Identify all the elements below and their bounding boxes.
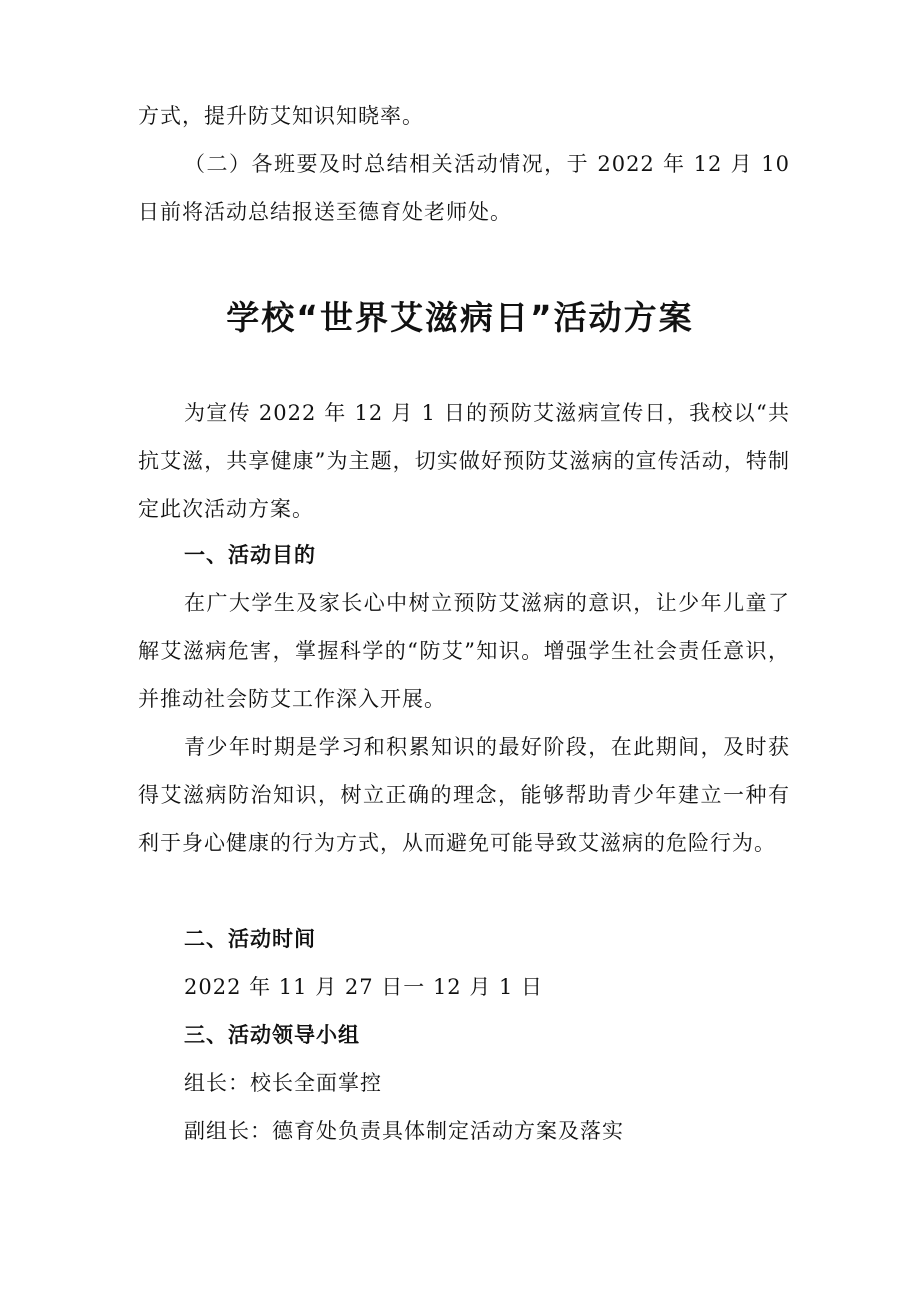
activity-time: 2022 年 11 月 27 日一 12 月 1 日 <box>184 975 544 999</box>
document-title: 学校“世界艾滋病日”活动方案 <box>226 298 694 337</box>
prev-paragraph-end: 方式，提升防艾知识知晓率。 <box>138 104 424 128</box>
section-2-heading: 二、活动时间 <box>184 927 316 951</box>
deputy-leader: 副组长：德育处负责具体制定活动方案及落实 <box>184 1119 624 1143</box>
intro-paragraph: 为宣传 2022 年 12 月 1 日的预防艾滋病宣传日，我校以“共抗艾滋，共享健康”为主题，切实做好预防艾滋病的宣传活动，特制定此次活动方案。 <box>138 401 790 521</box>
prev-item-2: （二）各班要及时总结相关活动情况，于 2022 年 12 月 10 日前将活动总结报送至德育处老师处。 <box>138 152 790 224</box>
group-leader: 组长：校长全面掌控 <box>184 1071 382 1095</box>
section-1-paragraph-2: 青少年时期是学习和积累知识的最好阶段，在此期间，及时获得艾滋病防治知识，树立正确的理念，能够帮助青少年建立一种有利于身心健康的行为方式，从而避免可能导致艾滋病的危险行为。 <box>138 735 790 855</box>
section-3-heading: 三、活动领导小组 <box>184 1023 360 1047</box>
section-1-heading: 一、活动目的 <box>184 543 316 567</box>
section-1-paragraph-1: 在广大学生及家长心中树立预防艾滋病的意识，让少年儿童了解艾滋病危害，掌握科学的“防艾”知识。增强学生社会责任意识，并推动社会防艾工作深入开展。 <box>138 591 790 711</box>
